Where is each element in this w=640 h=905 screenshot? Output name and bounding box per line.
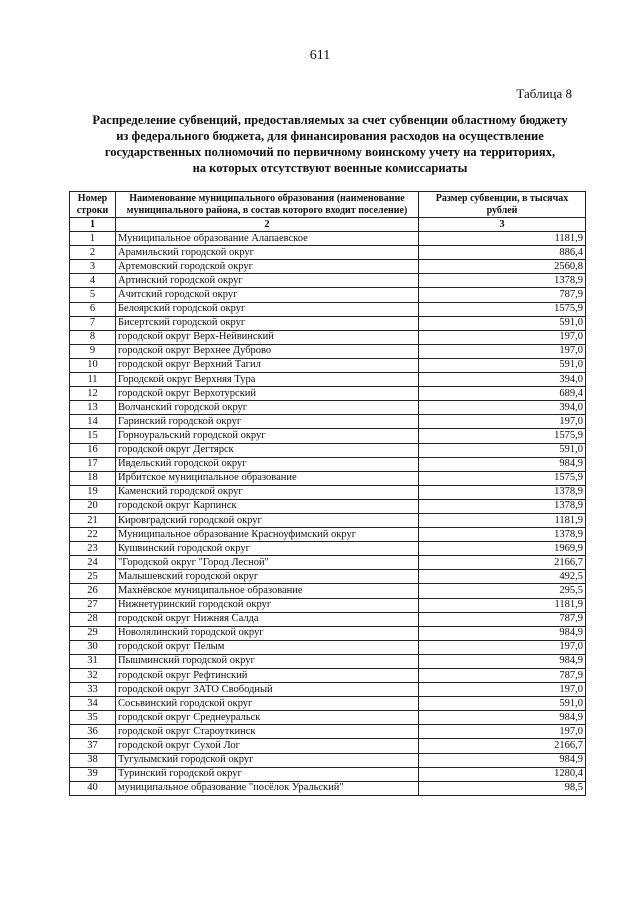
table-row <box>70 542 586 556</box>
row-number: 6 <box>70 302 116 316</box>
municipality-name: Арамильский городской округ <box>116 246 419 260</box>
row-number: 7 <box>70 316 116 330</box>
row-number: 36 <box>70 725 116 739</box>
row-number: 22 <box>70 528 116 542</box>
municipality-name: Гаринский городской округ <box>116 415 419 429</box>
row-number: 40 <box>70 781 116 795</box>
table-row <box>70 640 586 654</box>
row-number: 34 <box>70 697 116 711</box>
title-line: на которых отсутствуют военные комиссариаты <box>192 161 468 175</box>
title-line: из федерального бюджета, для финансирования расходов на осуществление <box>116 129 544 143</box>
municipality-name: Муниципальное образование Алапаевское <box>116 232 419 246</box>
subsidy-amount: 984,9 <box>419 753 586 767</box>
table-row <box>70 429 586 443</box>
table-row <box>70 612 586 626</box>
row-number: 5 <box>70 288 116 302</box>
table-row <box>70 767 586 781</box>
subsidy-amount: 787,9 <box>419 288 586 302</box>
table-row <box>70 781 586 795</box>
subsidy-amount: 1575,9 <box>419 471 586 485</box>
municipality-name: Горноуральский городской округ <box>116 429 419 443</box>
subsidy-amount: 394,0 <box>419 373 586 387</box>
municipality-name: городской округ Сухой Лог <box>116 739 419 753</box>
municipality-name: городской округ Верх-Нейвинский <box>116 330 419 344</box>
subsidy-amount: 1378,9 <box>419 528 586 542</box>
municipality-name: городской округ Среднеуральск <box>116 711 419 725</box>
table-row <box>70 570 586 584</box>
table-row <box>70 316 586 330</box>
page-number: 611 <box>309 48 331 63</box>
row-number: 15 <box>70 429 116 443</box>
table-row <box>70 443 586 457</box>
subsidy-table <box>69 191 586 796</box>
row-number: 11 <box>70 373 116 387</box>
municipality-name: Малышевский городской округ <box>116 570 419 584</box>
row-number: 19 <box>70 485 116 499</box>
title-line: Распределение субвенций, предоставляемых за счет субвенции областному бюджету <box>92 113 568 127</box>
table-row <box>70 344 586 358</box>
document-title <box>70 112 590 176</box>
table-row <box>70 725 586 739</box>
row-number: 31 <box>70 654 116 668</box>
municipality-name: городской округ Верхний Тагил <box>116 358 419 372</box>
subsidy-amount: 1378,9 <box>419 485 586 499</box>
row-number: 35 <box>70 711 116 725</box>
row-number: 24 <box>70 556 116 570</box>
municipality-name: Бисертский городской округ <box>116 316 419 330</box>
subsidy-amount: 1378,9 <box>419 499 586 513</box>
subsidy-amount: 197,0 <box>419 330 586 344</box>
subsidy-amount: 197,0 <box>419 344 586 358</box>
row-number: 9 <box>70 344 116 358</box>
table-row <box>70 528 586 542</box>
municipality-name: Туринский городской округ <box>116 767 419 781</box>
subsidy-amount: 295,5 <box>419 584 586 598</box>
municipality-name: Городской округ Верхняя Тура <box>116 373 419 387</box>
subsidy-amount: 1181,9 <box>419 513 586 527</box>
row-number: 38 <box>70 753 116 767</box>
row-number: 8 <box>70 330 116 344</box>
table-body <box>70 232 586 796</box>
subsidy-amount: 394,0 <box>419 401 586 415</box>
municipality-name: Нижнетуринский городской округ <box>116 598 419 612</box>
row-number: 23 <box>70 542 116 556</box>
row-number: 32 <box>70 669 116 683</box>
subsidy-amount: 984,9 <box>419 457 586 471</box>
header-municipality: Наименование муниципального образования (наименование муниципального района, в состав которого входит поселение) <box>116 192 419 218</box>
municipality-name: городской округ Староуткинск <box>116 725 419 739</box>
subsidy-amount: 984,9 <box>419 654 586 668</box>
row-number: 20 <box>70 499 116 513</box>
table-row <box>70 260 586 274</box>
municipality-name: Тугулымский городской округ <box>116 753 419 767</box>
subsidy-amount: 1181,9 <box>419 232 586 246</box>
column-index: 3 <box>419 218 586 232</box>
municipality-name: Новолялинский городской округ <box>116 626 419 640</box>
table-row <box>70 471 586 485</box>
subsidy-amount: 2166,7 <box>419 739 586 753</box>
row-number: 28 <box>70 612 116 626</box>
row-number: 3 <box>70 260 116 274</box>
subsidy-amount: 197,0 <box>419 683 586 697</box>
table-row <box>70 654 586 668</box>
subsidy-amount: 787,9 <box>419 669 586 683</box>
table-row <box>70 457 586 471</box>
municipality-name: Муниципальное образование Красноуфимский округ <box>116 528 419 542</box>
table-row <box>70 711 586 725</box>
subsidy-amount: 591,0 <box>419 697 586 711</box>
row-number: 1 <box>70 232 116 246</box>
table-row <box>70 626 586 640</box>
table-row <box>70 485 586 499</box>
row-number: 13 <box>70 401 116 415</box>
table-row <box>70 499 586 513</box>
header-row <box>70 192 586 218</box>
title-line: государственных полномочий по первичному воинскому учету на территориях, <box>104 145 556 159</box>
table-row <box>70 387 586 401</box>
column-index: 2 <box>116 218 419 232</box>
municipality-name: городской округ Нижняя Салда <box>116 612 419 626</box>
municipality-name: Махнёвское муниципальное образование <box>116 584 419 598</box>
row-number: 30 <box>70 640 116 654</box>
row-number: 29 <box>70 626 116 640</box>
column-index: 1 <box>70 218 116 232</box>
subsidy-amount: 1575,9 <box>419 302 586 316</box>
row-number: 18 <box>70 471 116 485</box>
municipality-name: Кушвинский городской округ <box>116 542 419 556</box>
table-row <box>70 683 586 697</box>
municipality-name: городской округ Пелым <box>116 640 419 654</box>
table-row <box>70 232 586 246</box>
subsidy-amount: 1575,9 <box>419 429 586 443</box>
row-number: 25 <box>70 570 116 584</box>
subsidy-amount: 591,0 <box>419 316 586 330</box>
subsidy-amount: 787,9 <box>419 612 586 626</box>
subsidy-amount: 591,0 <box>419 358 586 372</box>
subsidy-amount: 1181,9 <box>419 598 586 612</box>
table-label: Таблица 8 <box>516 86 572 101</box>
municipality-name: Пышминский городской округ <box>116 654 419 668</box>
row-number: 26 <box>70 584 116 598</box>
table-row <box>70 274 586 288</box>
subsidy-amount: 1378,9 <box>419 274 586 288</box>
municipality-name: Кировградский городской округ <box>116 513 419 527</box>
table-row <box>70 415 586 429</box>
municipality-name: Артемовский городской округ <box>116 260 419 274</box>
row-number: 33 <box>70 683 116 697</box>
subsidy-amount: 197,0 <box>419 640 586 654</box>
table-row <box>70 697 586 711</box>
row-number: 37 <box>70 739 116 753</box>
table-row <box>70 401 586 415</box>
subsidy-amount: 1969,9 <box>419 542 586 556</box>
table-row <box>70 288 586 302</box>
municipality-name: городской округ Дегтярск <box>116 443 419 457</box>
row-number: 16 <box>70 443 116 457</box>
municipality-name: Сосьвинский городской округ <box>116 697 419 711</box>
municipality-name: городской округ Карпинск <box>116 499 419 513</box>
row-number: 27 <box>70 598 116 612</box>
subsidy-amount: 591,0 <box>419 443 586 457</box>
table-row <box>70 358 586 372</box>
subsidy-amount: 886,4 <box>419 246 586 260</box>
table-row <box>70 669 586 683</box>
subsidy-amount: 197,0 <box>419 415 586 429</box>
header-amount: Размер субвенции, в тысячах рублей <box>419 192 586 218</box>
municipality-name: Артинский городской округ <box>116 274 419 288</box>
row-number: 14 <box>70 415 116 429</box>
municipality-name: муниципальное образование "посёлок Уральский" <box>116 781 419 795</box>
subsidy-amount: 2560,8 <box>419 260 586 274</box>
row-number: 12 <box>70 387 116 401</box>
subsidy-amount: 197,0 <box>419 725 586 739</box>
row-number: 17 <box>70 457 116 471</box>
column-index-row <box>70 218 586 232</box>
municipality-name: Каменский городской округ <box>116 485 419 499</box>
row-number: 2 <box>70 246 116 260</box>
table-row <box>70 330 586 344</box>
table-row <box>70 246 586 260</box>
subsidy-amount: 2166,7 <box>419 556 586 570</box>
subsidy-amount: 1280,4 <box>419 767 586 781</box>
table-row <box>70 598 586 612</box>
table-row <box>70 739 586 753</box>
table-row <box>70 753 586 767</box>
row-number: 21 <box>70 513 116 527</box>
table-row <box>70 302 586 316</box>
row-number: 4 <box>70 274 116 288</box>
subsidy-amount: 492,5 <box>419 570 586 584</box>
table-row <box>70 584 586 598</box>
municipality-name: Ирбитское муниципальное образование <box>116 471 419 485</box>
municipality-name: городской округ Рефтинский <box>116 669 419 683</box>
municipality-name: городской округ Верхотурский <box>116 387 419 401</box>
municipality-name: Ачитский городской округ <box>116 288 419 302</box>
header-row-number: Номер строки <box>70 192 116 218</box>
municipality-name: городской округ ЗАТО Свободный <box>116 683 419 697</box>
municipality-name: Белоярский городской округ <box>116 302 419 316</box>
subsidy-amount: 689,4 <box>419 387 586 401</box>
table-row <box>70 373 586 387</box>
municipality-name: "Городской округ "Город Лесной" <box>116 556 419 570</box>
municipality-name: Волчанский городской округ <box>116 401 419 415</box>
subsidy-amount: 984,9 <box>419 626 586 640</box>
row-number: 10 <box>70 358 116 372</box>
municipality-name: Ивдельский городской округ <box>116 457 419 471</box>
table-row <box>70 556 586 570</box>
subsidy-amount: 98,5 <box>419 781 586 795</box>
row-number: 39 <box>70 767 116 781</box>
table-row <box>70 513 586 527</box>
municipality-name: городской округ Верхнее Дуброво <box>116 344 419 358</box>
subsidy-amount: 984,9 <box>419 711 586 725</box>
